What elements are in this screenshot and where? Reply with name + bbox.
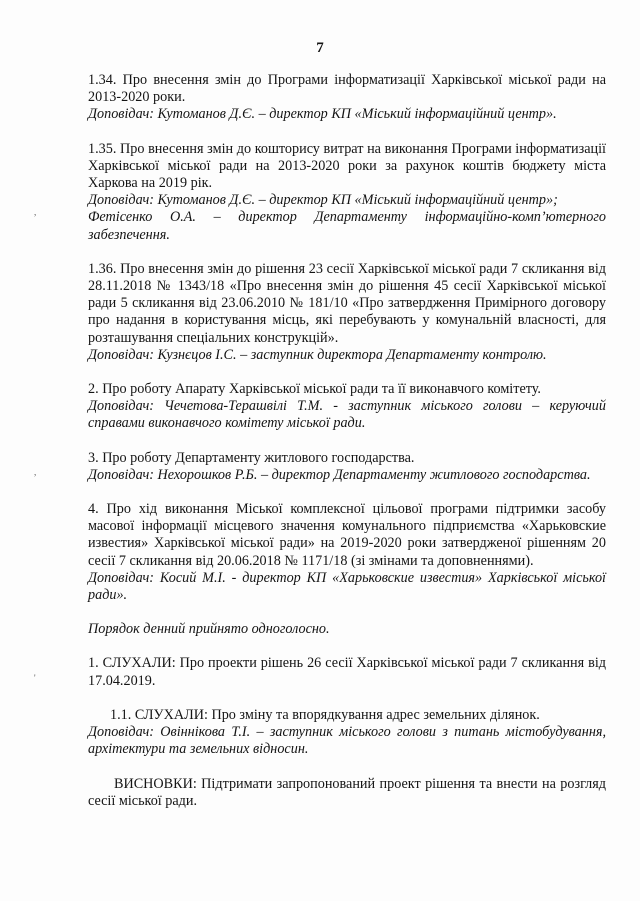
- agenda-item-1-34: [88, 72, 606, 124]
- agenda-item-text: 4. Про хід виконання Міської комплексної цільової програми підтримки засобу масової інформації місцевого значення комунального підприємства «Харьковские известия» Харківської міської ради» на 2019-2020 роки затвердженої рішенням 20 сесії 7 скликання від 20.06.2018 № 1171/18 (зі змінами та доповненнями).: [88, 501, 606, 569]
- section-heard: 1. СЛУХАЛИ: Про проекти рішень 26 сесії Харківської міської ради 7 скликання від 17.04.2019.: [88, 655, 606, 689]
- agenda-item-text: 1.36. Про внесення змін до рішення 23 сесії Харківської міської ради 7 скликання від 28.11.2018 № 1343/18 «Про внесення змін до рішення 45 сесії Харківської міської ради 5 скликання від 23.06.2010 № 181/10 «Про затвердження Примірного договору про надання в користування місць, які перебувають у комунальній власності, для розташування спеціальних конструкцій».: [88, 260, 606, 346]
- speaker-line: Доповідач: Чечетова-Терашвілі Т.М. - заступник міського голови – керуючий справами виконавчого комітету міської ради.: [88, 398, 606, 432]
- agenda-item-text: 1.34. Про внесення змін до Програми інформатизації Харківської міської ради на 2013-2020 роки.: [88, 72, 606, 106]
- agenda-item-1-36: [88, 261, 606, 364]
- agenda-item-4: [88, 501, 606, 604]
- conclusion-text: ВИСНОВКИ: Підтримати запропонований проект рішення та внести на розгляд сесії міської ради.: [88, 775, 606, 809]
- margin-mark: ,: [34, 467, 37, 477]
- page-number: 7: [316, 40, 324, 56]
- document-body: [88, 72, 606, 827]
- margin-mark: ,: [34, 207, 37, 217]
- conclusion-block: [88, 776, 606, 810]
- agenda-item-text: 2. Про роботу Апарату Харківської міської ради та її виконавчого комітету.: [88, 381, 541, 398]
- agenda-item-2: [88, 381, 606, 433]
- agenda-note-block: [88, 621, 606, 638]
- agenda-item-3: [88, 450, 606, 484]
- speaker-line-2: Фетісенко О.А. – директор Департаменту інформаційно-комп’ютерного забезпечення.: [88, 209, 606, 243]
- speaker-line: Доповідач: Косий М.І. - директор КП «Харьковские известия» Харківської міської ради».: [88, 569, 606, 604]
- speaker-line: Доповідач: Кутоманов Д.Є. – директор КП «Міський інформаційний центр»;: [88, 192, 558, 209]
- subsection-heard: 1.1. СЛУХАЛИ: Про зміну та впорядкування адрес земельних ділянок.: [110, 706, 540, 723]
- speaker-line: Доповідач: Овіннікова Т.І. – заступник міського голови з питань містобудування, архітектури та земельних відносин.: [88, 724, 606, 758]
- agenda-item-text: 3. Про роботу Департаменту житлового господарства.: [88, 449, 415, 466]
- speaker-line: Доповідач: Нехорошков Р.Б. – директор Департаменту житлового господарства.: [88, 466, 591, 483]
- margin-mark: ': [34, 673, 36, 683]
- agenda-approved-note: Порядок денний прийнято одноголосно.: [88, 621, 330, 638]
- agenda-item-text: 1.35. Про внесення змін до кошторису витрат на виконання Програми інформатизації Харківської міської ради на 2013-2020 роки за рахунок коштів бюджету міста Харкова на 2019 рік.: [88, 140, 606, 192]
- section-1: [88, 655, 606, 689]
- speaker-line: Доповідач: Кутоманов Д.Є. – директор КП «Міський інформаційний центр».: [88, 106, 557, 123]
- subsection-1-1: [88, 707, 606, 759]
- agenda-item-1-35: [88, 141, 606, 244]
- speaker-line: Доповідач: Кузнєцов І.С. – заступник директора Департаменту контролю.: [88, 346, 547, 363]
